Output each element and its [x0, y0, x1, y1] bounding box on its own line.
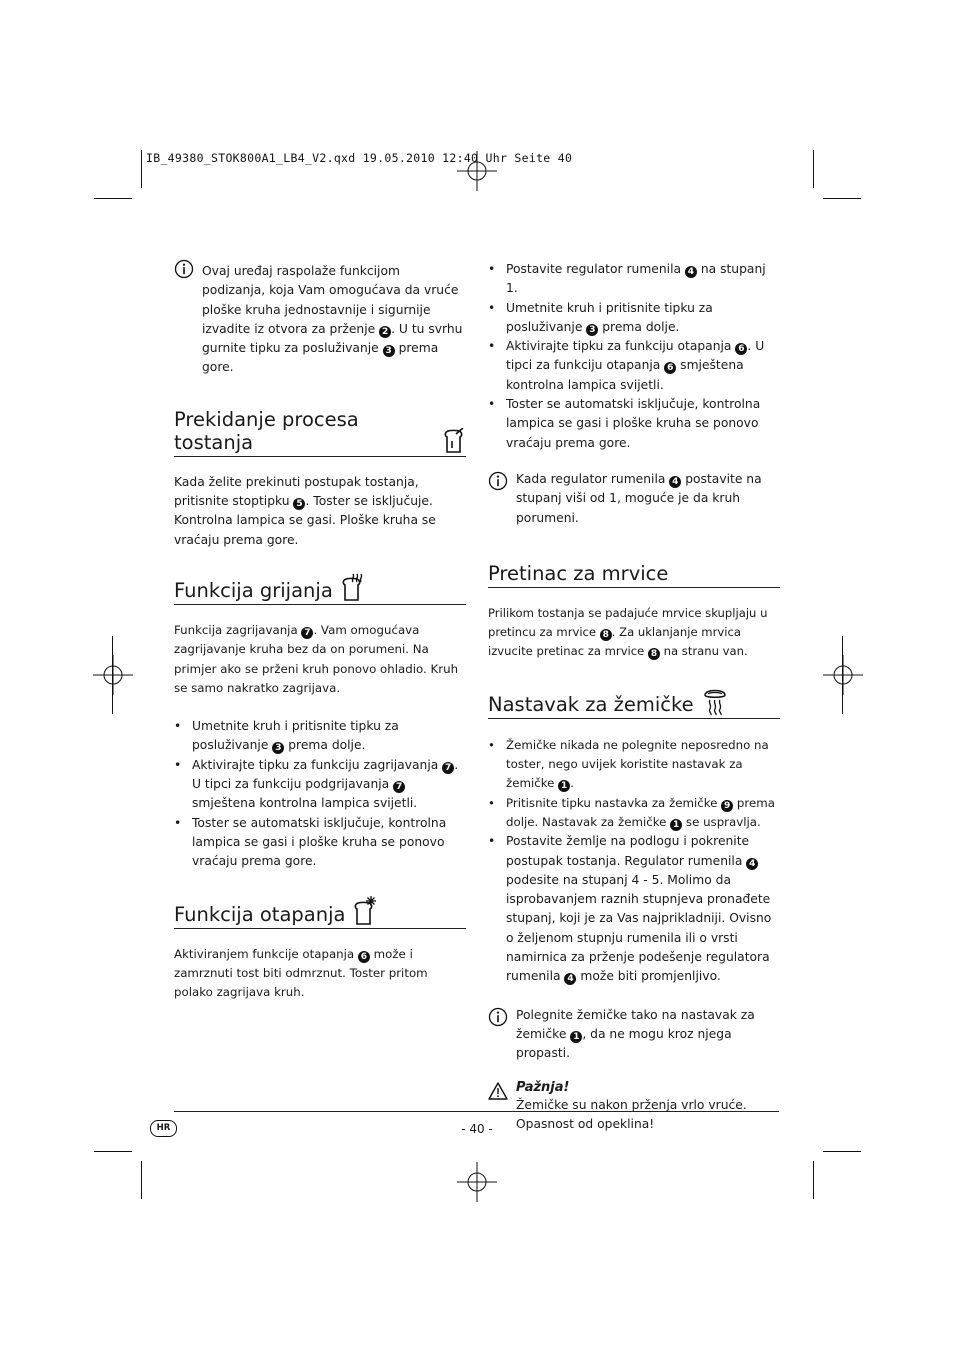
crop-mark: [141, 150, 142, 188]
list-item: • Pritisnite tipku nastavka za žemičke 9 prema dolje. Nastavak za žemičke 1 se uspravlja.: [488, 794, 780, 833]
item-number-badge: 9: [721, 800, 733, 812]
info-text: Kada regulator rumenila 4 postavite na stupanj viši od 1, moguće je da kruh porumeni.: [516, 471, 762, 525]
item-number-badge: 6: [664, 362, 676, 374]
file-slug: IB_49380_STOK800A1_LB4_V2.qxd 19.05.2010 12:40 Uhr Seite 40: [146, 151, 573, 165]
crop-mark: [112, 636, 113, 714]
list-item: • Toster se automatski isključuje, kontrolna lampica se gasi i ploške kruha se ponovo vraćaju prema gore.: [174, 814, 466, 872]
section-heading: Nastavak za žemičke: [488, 686, 780, 719]
item-number-badge: 3: [272, 742, 284, 754]
warning-title: Pažnja!: [516, 1079, 570, 1095]
crop-mark: [813, 1161, 814, 1199]
info-icon: [488, 471, 508, 491]
crop-mark: [813, 150, 814, 188]
warning-triangle-icon: [488, 1081, 508, 1101]
list-item: • Žemičke nikada ne polegnite neposredno na toster, nego uvijek koristite nastavak za žemičke 1 .: [488, 736, 780, 794]
list-item: • Postavite žemlje na podlogu i pokrenite postupak tostanja. Regulator rumenila 4 podesite na stupanj 4 - 5. Molimo da isprobavanjem raznih stupnjeva pronađete stupanj, koji je za Vas najprikladniji. Ovisno o željenom stupnju rumenila ili o vrsti namirnica za prženje podešenje regulatora rumenila 4 može biti promjenljivo.: [488, 832, 780, 986]
info-note: [174, 258, 466, 378]
section-heading: Pretinac za mrvice: [488, 562, 780, 588]
item-number-badge: 8: [600, 629, 612, 641]
crop-mark: [141, 1161, 142, 1199]
list-item: • Postavite regulator rumenila 4 na stupanj 1.: [488, 260, 780, 299]
registration-mark-icon: [823, 655, 863, 695]
info-note: [488, 470, 780, 528]
item-number-badge: 7: [442, 762, 454, 774]
item-number-badge: 4: [685, 266, 697, 278]
info-icon: [174, 259, 194, 279]
info-icon: [488, 1007, 508, 1027]
toast-stop-icon: [442, 428, 466, 454]
crop-mark: [823, 1151, 861, 1152]
toast-defrost-icon: [353, 896, 379, 926]
item-number-badge: 6: [358, 951, 370, 963]
bullet-list: [488, 260, 780, 453]
item-number-badge: 4: [564, 973, 576, 985]
crop-mark: [842, 636, 843, 714]
bullet-list: [174, 717, 466, 871]
list-item: • Aktivirajte tipku za funkciju otapanja 6 . U tipci za funkciju otapanja 6 smještena kontrolna lampica svijetli.: [488, 337, 780, 395]
section-heading: Funkcija grijanja: [174, 572, 466, 605]
section-heading: Funkcija otapanja: [174, 896, 466, 929]
item-number-badge: 7: [301, 627, 313, 639]
item-number-badge: 6: [735, 343, 747, 355]
item-number-badge: 8: [648, 648, 660, 660]
footer-rule: [174, 1111, 779, 1112]
list-item: • Umetnite kruh i pritisnite tipku za posluživanje 3 prema dolje.: [174, 717, 466, 756]
registration-mark-icon: [93, 655, 133, 695]
item-number-badge: 7: [393, 781, 405, 793]
list-item: • Umetnite kruh i pritisnite tipku za posluživanje 3 prema dolje.: [488, 299, 780, 338]
list-item: • Toster se automatski isključuje, kontrolna lampica se gasi i ploške kruha se ponovo vraćaju prema gore.: [488, 395, 780, 453]
info-text: Ovaj uređaj raspolaže funkcijom podizanja, koja Vam omogućava da vruće ploške kruha jednostavnije i sigurnije izvadite iz otvora za prženje 2 . U tu svrhu gurnite tipku za posluživanje 3 prema gore.: [202, 264, 463, 375]
paragraph: Prilikom tostanja se padajuće mrvice skupljaju u pretincu za mrvice 8 . Za uklanjanje mrvica izvucite pretinac za mrvice 8 na stranu van.: [488, 605, 768, 660]
crop-mark: [823, 198, 861, 199]
right-column: [488, 258, 780, 1134]
warning-text: Žemičke su nakon prženja vrlo vruće.: [516, 1097, 747, 1112]
item-number-badge: 4: [669, 476, 681, 488]
paragraph: Kada želite prekinuti postupak tostanja, pritisnite stoptipku 5 . Toster se isključuje. Kontrolna lampica se gasi. Ploške kruha se vraćaju prema gore.: [174, 474, 436, 547]
bun-warmer-icon: [702, 686, 728, 716]
left-column: [174, 258, 466, 1002]
crop-mark: [94, 198, 132, 199]
item-number-badge: 1: [670, 819, 682, 831]
language-badge: HR: [150, 1120, 177, 1137]
paragraph: Funkcija zagrijavanja 7 . Vam omogućava zagrijavanje kruha bez da on porumeni. Na primjer ako se prženi kruh ponovo ohladio. Kruh se samo nakratko zagrijava.: [174, 622, 459, 695]
bullet-list: [488, 736, 780, 987]
toast-heat-icon: [341, 572, 367, 602]
item-number-badge: 1: [570, 1031, 582, 1043]
item-number-badge: 3: [383, 345, 395, 357]
item-number-badge: 4: [746, 858, 758, 870]
section-heading: Prekidanje procesa tostanja: [174, 408, 466, 457]
item-number-badge: 3: [586, 324, 598, 336]
list-item: • Aktivirajte tipku za funkciju zagrijavanja 7 . U tipci za funkciju podgrijavanja 7 smještena kontrolna lampica svijetli.: [174, 756, 466, 814]
paragraph: Aktiviranjem funkcije otapanja 6 može i zamrznuti tost biti odmrznut. Toster pritom polako zagrijava kruh.: [174, 946, 428, 1000]
item-number-badge: 1: [558, 780, 570, 792]
item-number-badge: 5: [293, 498, 305, 510]
info-note: [488, 1006, 780, 1064]
item-number-badge: 2: [379, 326, 391, 338]
crop-mark: [94, 1151, 132, 1152]
registration-mark-icon: [457, 1162, 497, 1202]
warning-text: Opasnost od opeklina!: [516, 1116, 655, 1131]
info-text: Polegnite žemičke tako na nastavak za žemičke 1 , da ne mogu kroz njega propasti.: [516, 1007, 755, 1061]
page-number: - 40 -: [461, 1122, 493, 1136]
